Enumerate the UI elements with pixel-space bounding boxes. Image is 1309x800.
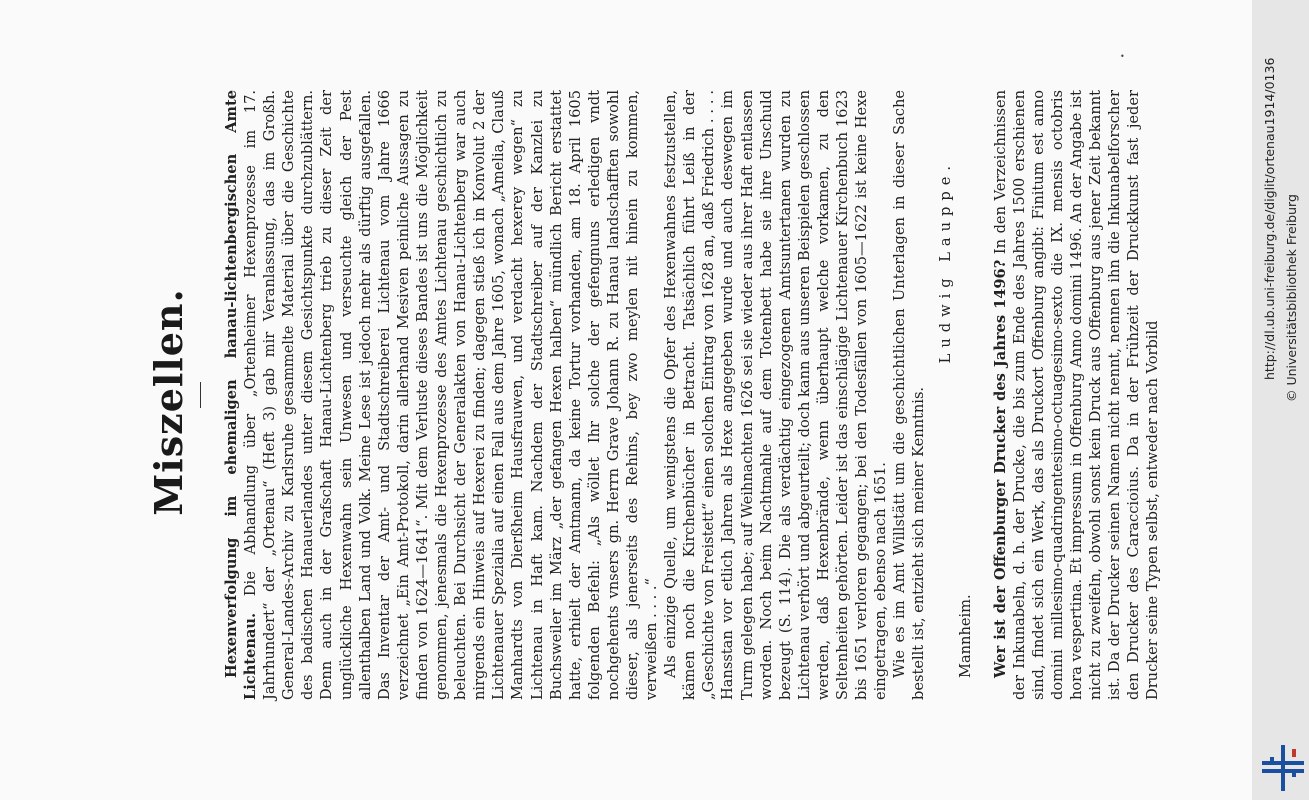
page-title: Miszellen. [146, 288, 191, 516]
paragraph-3: Wie es im Amt Willstätt um die geschichtlichen Unterlagen in dieser Sache bestellt ist, entzieht sich meiner Kenntnis. [891, 90, 928, 700]
author-place: Mannheim. [956, 594, 974, 678]
section-2-heading: Wer ist der Offenburger Drucker des Jahres 1496? [991, 259, 1009, 678]
paragraph-4-text: In den Verzeichnissen der Inkunabeln, d. h. der Drucke, die bis zum Ende des Jahres 1500 erschienen sind, findet sich ein Werk, das als Druckort Offenburg angibt: Finitum est anno domini millesimo-quadringentesimo-octuagesimo-sexto die IX. mensis octobris hora vespertina. Et impressum in Offenburg Anno domini 1496. An der Angabe ist nicht zu zweifeln, obwohl sonst kein Druck aus Offenburg aus jener Zeit bekannt ist. Da der Drucker seinen Namen nicht nennt, nennen ihn die Inkunabelforscher den Drucker des Caraccioius. Da in der Frühzeit der Druckkunst fast jeder Drucker seine Typen selbst, entweder nach Vorbild [991, 89, 1162, 700]
page-url-link[interactable]: http://dl.ub.uni-freiburg.de/diglit/ortenau1914/0136 [1262, 57, 1277, 380]
ub-freiburg-logo-icon [1262, 745, 1304, 791]
paragraph-4 [991, 90, 1163, 700]
section-1-heading: Hexenverfolgung im ehemaligen hanau-lichtenbergischen Amte Lichtenau. [223, 90, 260, 700]
library-sidebar [1252, 0, 1309, 800]
author-signature: Ludwig Lauppe. [937, 160, 955, 364]
paragraph-1 [222, 90, 661, 700]
copyright-notice: © Universitätsbibliothek Freiburg [1284, 194, 1299, 402]
paragraph-1-text: Die Abhandlung über „Ortenheimer Hexenprozesse im 17. Jahrhundert“ der „Ortenau“ (Heft 3) gab mir Veranlassung, das im Großh. General-Landes-Archiv zu Karlsruhe gesammelte Material über die Geschichte des badischen Hanauerlandes unter diesem Gesichtspunkte durchzublättern. Denn auch in der Grafschaft Hanau-Lichtenberg trieb zu dieser Zeit der unglückliche Hexenwahn sein Unwesen und verseuchte gleich der Pest allenthalben Land und Volk. Meine Lese ist jedoch mehr als dürftig ausgefallen. Das Inventar der Amt- und Stadtschreiberei Lichtenau vom Jahre 1666 verzeichnet „Ein Amt-Protokoll, darin allerhand Mesiven peinliche Aussagen zu finden von 1624—1641“. Mit dem Verluste dieses Bandes ist uns die Möglichkeit genommen, jenesmals die Hexenprozesse des Amtes Lichtenau geschichtlich zu beleuchten. Bei Durchsicht der Generalakten von Hanau-Lichtenberg war auch nirgends ein Hinweis auf Hexerei zu finden; dagegen stieß ich in Konvolut 2 der Lichtenauer Spezialia auf einen Fall aus dem Jahre 1605, wonach „Amelia, Clauß Manhardts von Dierßheim Hausfrauwen, und verdacht hexerey wegen“ zu Lichtenau in Haft kam. Nachdem der Stadtschreiber auf der Kanzlei zu Buchsweiler im März „der gefangen Hexen halben“ mündlich Bericht erstattet hatte, erhielt der Amtmann, da keine Tortur vorhanden, am 18. April 1605 folgenden Befehl: „Als wöllet Ihr solche der gefengnuns erledigen vndt nochgehents vnsers gn. Herrn Grave Johann R. zu Hanau landschafften sowohl dieser, als jenerseits des Rehins, bey zwo meylen nit hinein zu kommen, verweißen . . . .“ [242, 89, 661, 700]
paragraph-2: Als einzige Quelle, um wenigstens die Opfer des Hexenwahnes festzustellen, kämen noch die Kirchenbücher in Betracht. Tatsächlich führt Leiß in der „Geschichte von Freistett“ einen solchen Eintrag von 1628 an, daß Friedrich . . . . Hansstan vor etlich Jahren als Hexe angegeben wurde und auch deswegen im Turm gelegen habe; auf Weihnachten 1626 sei sie wieder aus ihrer Haft entlassen worden. Noch beim Nachtmahle auf dem Totenbett habe sie ihre Unschuld bezeugt (S. 114). Die als verdächtig eingezogenen Amtsuntertanen wurden zu Lichtenau verhört und abgeurteilt; doch kann aus unseren Beispielen geschlossen werden, daß Hexenbrände, wenn überhaupt welche vorkamen, zu den Seltenheiten gehörten. Leider ist das einschlägige Lichtenauer Kirchenbuch 1623 bis 1651 verloren gegangen; bei den Todesfällen von 1605—1622 ist keine Hexe eingetragen, ebenso nach 1651. [662, 90, 890, 700]
page-speck: • [1120, 52, 1125, 61]
rotated-page-content [6, 22, 1246, 782]
article-body [222, 90, 1163, 700]
title-divider [200, 382, 201, 408]
